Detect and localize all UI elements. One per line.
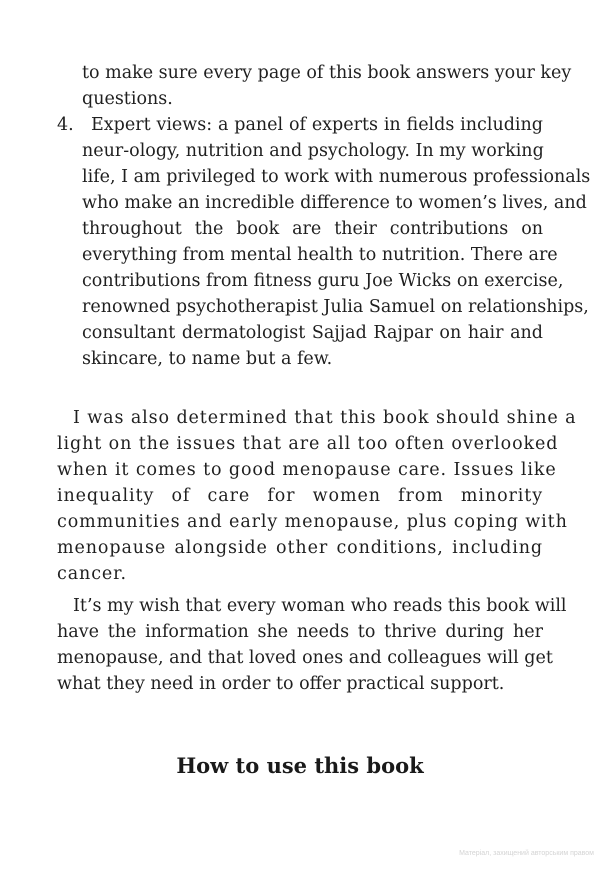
list-number: 4. — [57, 115, 74, 135]
paragraph-line: menopause, and that loved ones and colleagues will get — [57, 648, 553, 668]
list-item-line: life, I am privileged to work with numerous professionals — [82, 167, 591, 187]
list-item-line: contributions from fitness guru Joe Wicks on exercise, — [82, 271, 564, 291]
list-item-line: Expert views: a panel of experts in fields including — [91, 115, 543, 135]
paragraph-line: what they need in order to offer practical support. — [57, 674, 505, 694]
paragraph-line: cancer. — [57, 564, 127, 584]
list-item-line: who make an incredible difference to women’s lives, and — [82, 193, 587, 213]
paragraph-line: have the information she needs to thrive during her — [57, 622, 543, 642]
paragraph-line: light on the issues that are all too often overlooked — [57, 434, 559, 454]
section-heading: How to use this book — [176, 753, 424, 778]
list-item-line: neur-ology, nutrition and psychology. In my working — [82, 141, 544, 161]
list-item-line: everything from mental health to nutrition. There are — [82, 245, 558, 265]
paragraph-line: menopause alongside other conditions, including — [57, 538, 543, 558]
paragraph-line: inequality of care for women from minority — [57, 486, 543, 506]
paragraph-line: when it comes to good menopause care. Issues like — [57, 460, 557, 480]
list-item-line: consultant dermatologist Sajjad Rajpar on hair and — [82, 323, 543, 343]
list-item-line: skincare, to name but a few. — [82, 349, 333, 369]
paragraph-line: communities and early menopause, plus coping with — [57, 512, 568, 532]
paragraph-line: It’s my wish that every woman who reads this book will — [73, 596, 567, 616]
copyright-watermark: Матеріал, захищений авторським правом — [459, 850, 594, 857]
list-continuation-line: questions. — [82, 89, 173, 109]
paragraph-line: I was also determined that this book should shine a — [73, 408, 577, 428]
list-item-line: renowned psychotherapist Julia Samuel on relationships, — [82, 297, 589, 317]
list-item-line: throughout the book are their contributions on — [82, 219, 543, 239]
list-continuation-line: to make sure every page of this book answers your key — [82, 63, 572, 83]
